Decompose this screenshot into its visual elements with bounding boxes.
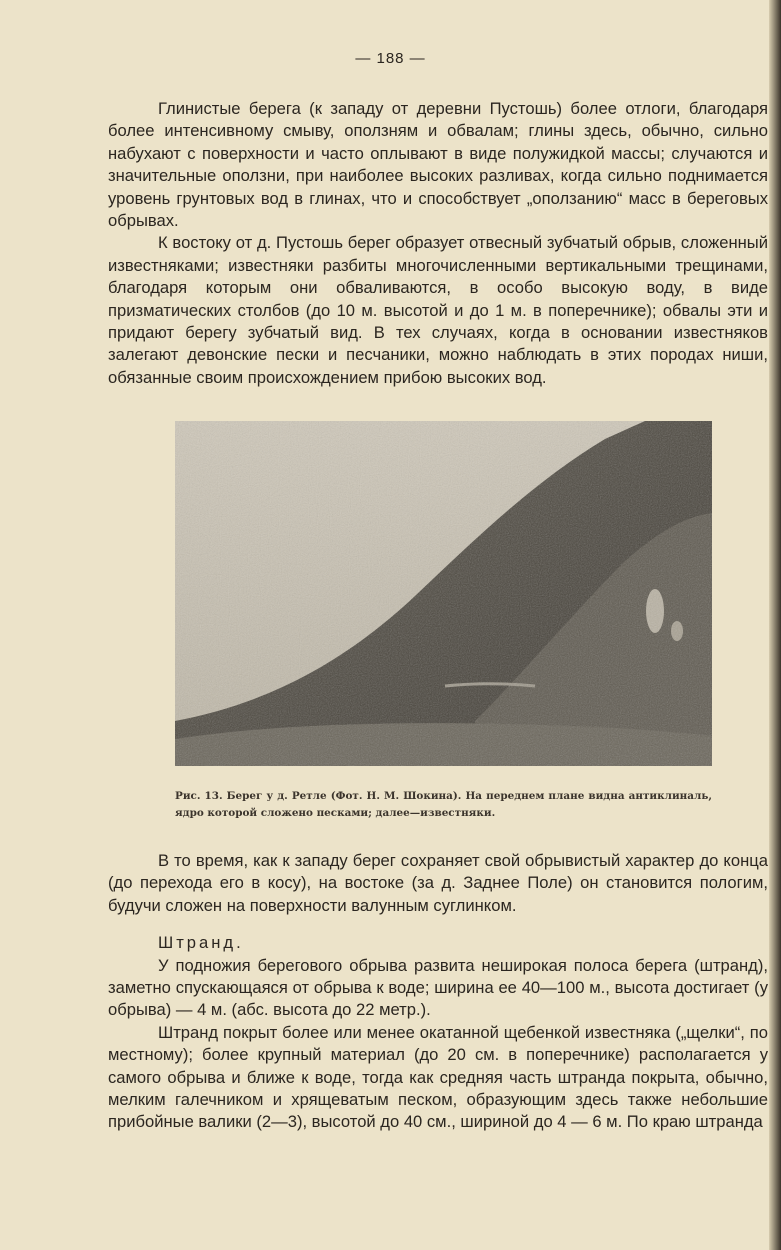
paragraph-limestone-cliff: К востоку от д. Пустошь берег образует отвесный зубчатый обрыв, сложенный известняками; известняки разбиты многочисленными вертикальными трещинами, благодаря которым они обваливаются, в особо высокую воду, в виде призматических столбов (до 10 м. высотой и до 1 м. в поперечнике); обвалы эти и придают берегу зубчатый вид. В тех случаях, когда в основании известняков залегают девонские пески и песчаники, можно наблюдать в этих породах ниши, обязанные своим происхождением прибою высоких вод. [108,233,768,387]
body-text-top [108,98,768,389]
paragraph-strand-width: У подножия берегового обрыва развита неширокая полоса берега (штранд), заметно спускающаяся от обрыва к воде; ширина ее 40—100 м., высота достигает (у обрыва) — 4 м. (абс. высота до 22 метр.). [108,955,768,1020]
body-text-bottom [108,850,768,1134]
section-heading-strand: Штранд. [158,933,244,953]
figure-photo-shore [175,421,712,766]
figure-caption: Рис. 13. Берег у д. Ретле (Фот. Н. М. Шокина). На переднем плане видна антиклиналь, ядро которой сложено песками; далее—известняки. [175,790,712,819]
paragraph-clay-shores: Глинистые берега (к западу от деревни Пустошь) более отлоги, благодаря более интенсивному смыву, оползням и обвалам; глины здесь, обычно, сильно набухают с поверхности и часто оплывают в виде полужидкой массы; случаются и значительные оползни, при наиболее высоких разливах, когда сильно поднимается уровень грунтовых вод в глинах, что и способствует „оползанию“ масс в береговых обрывах. [108,99,768,231]
shore-photo-illustration [175,421,712,766]
paragraph-west-east-shore: В то время, как к западу берег сохраняет свой обрывистый характер до конца (до перехода его в косу), на востоке (за д. Заднее Поле) он становится пологим, будучи сложен на поверхности валунным суглинком. [108,851,768,915]
paragraph-strand-material: Штранд покрыт более или менее окатанной щебенкой известняка („щелки“, по местному); более крупный материал (до 20 см. в поперечнике) располагается у самого обрыва и ближе к воде, тогда как средняя часть штранда покрыта, обычно, мелким галечником и хрящеватым песком, образующим здесь также небольшие прибойные валики (2—3), высотой до 40 см., шириной до 4 — 6 м. По краю штранда [108,1022,768,1132]
page-number: — 188 — [355,50,426,67]
page-binding-edge [769,0,781,1250]
